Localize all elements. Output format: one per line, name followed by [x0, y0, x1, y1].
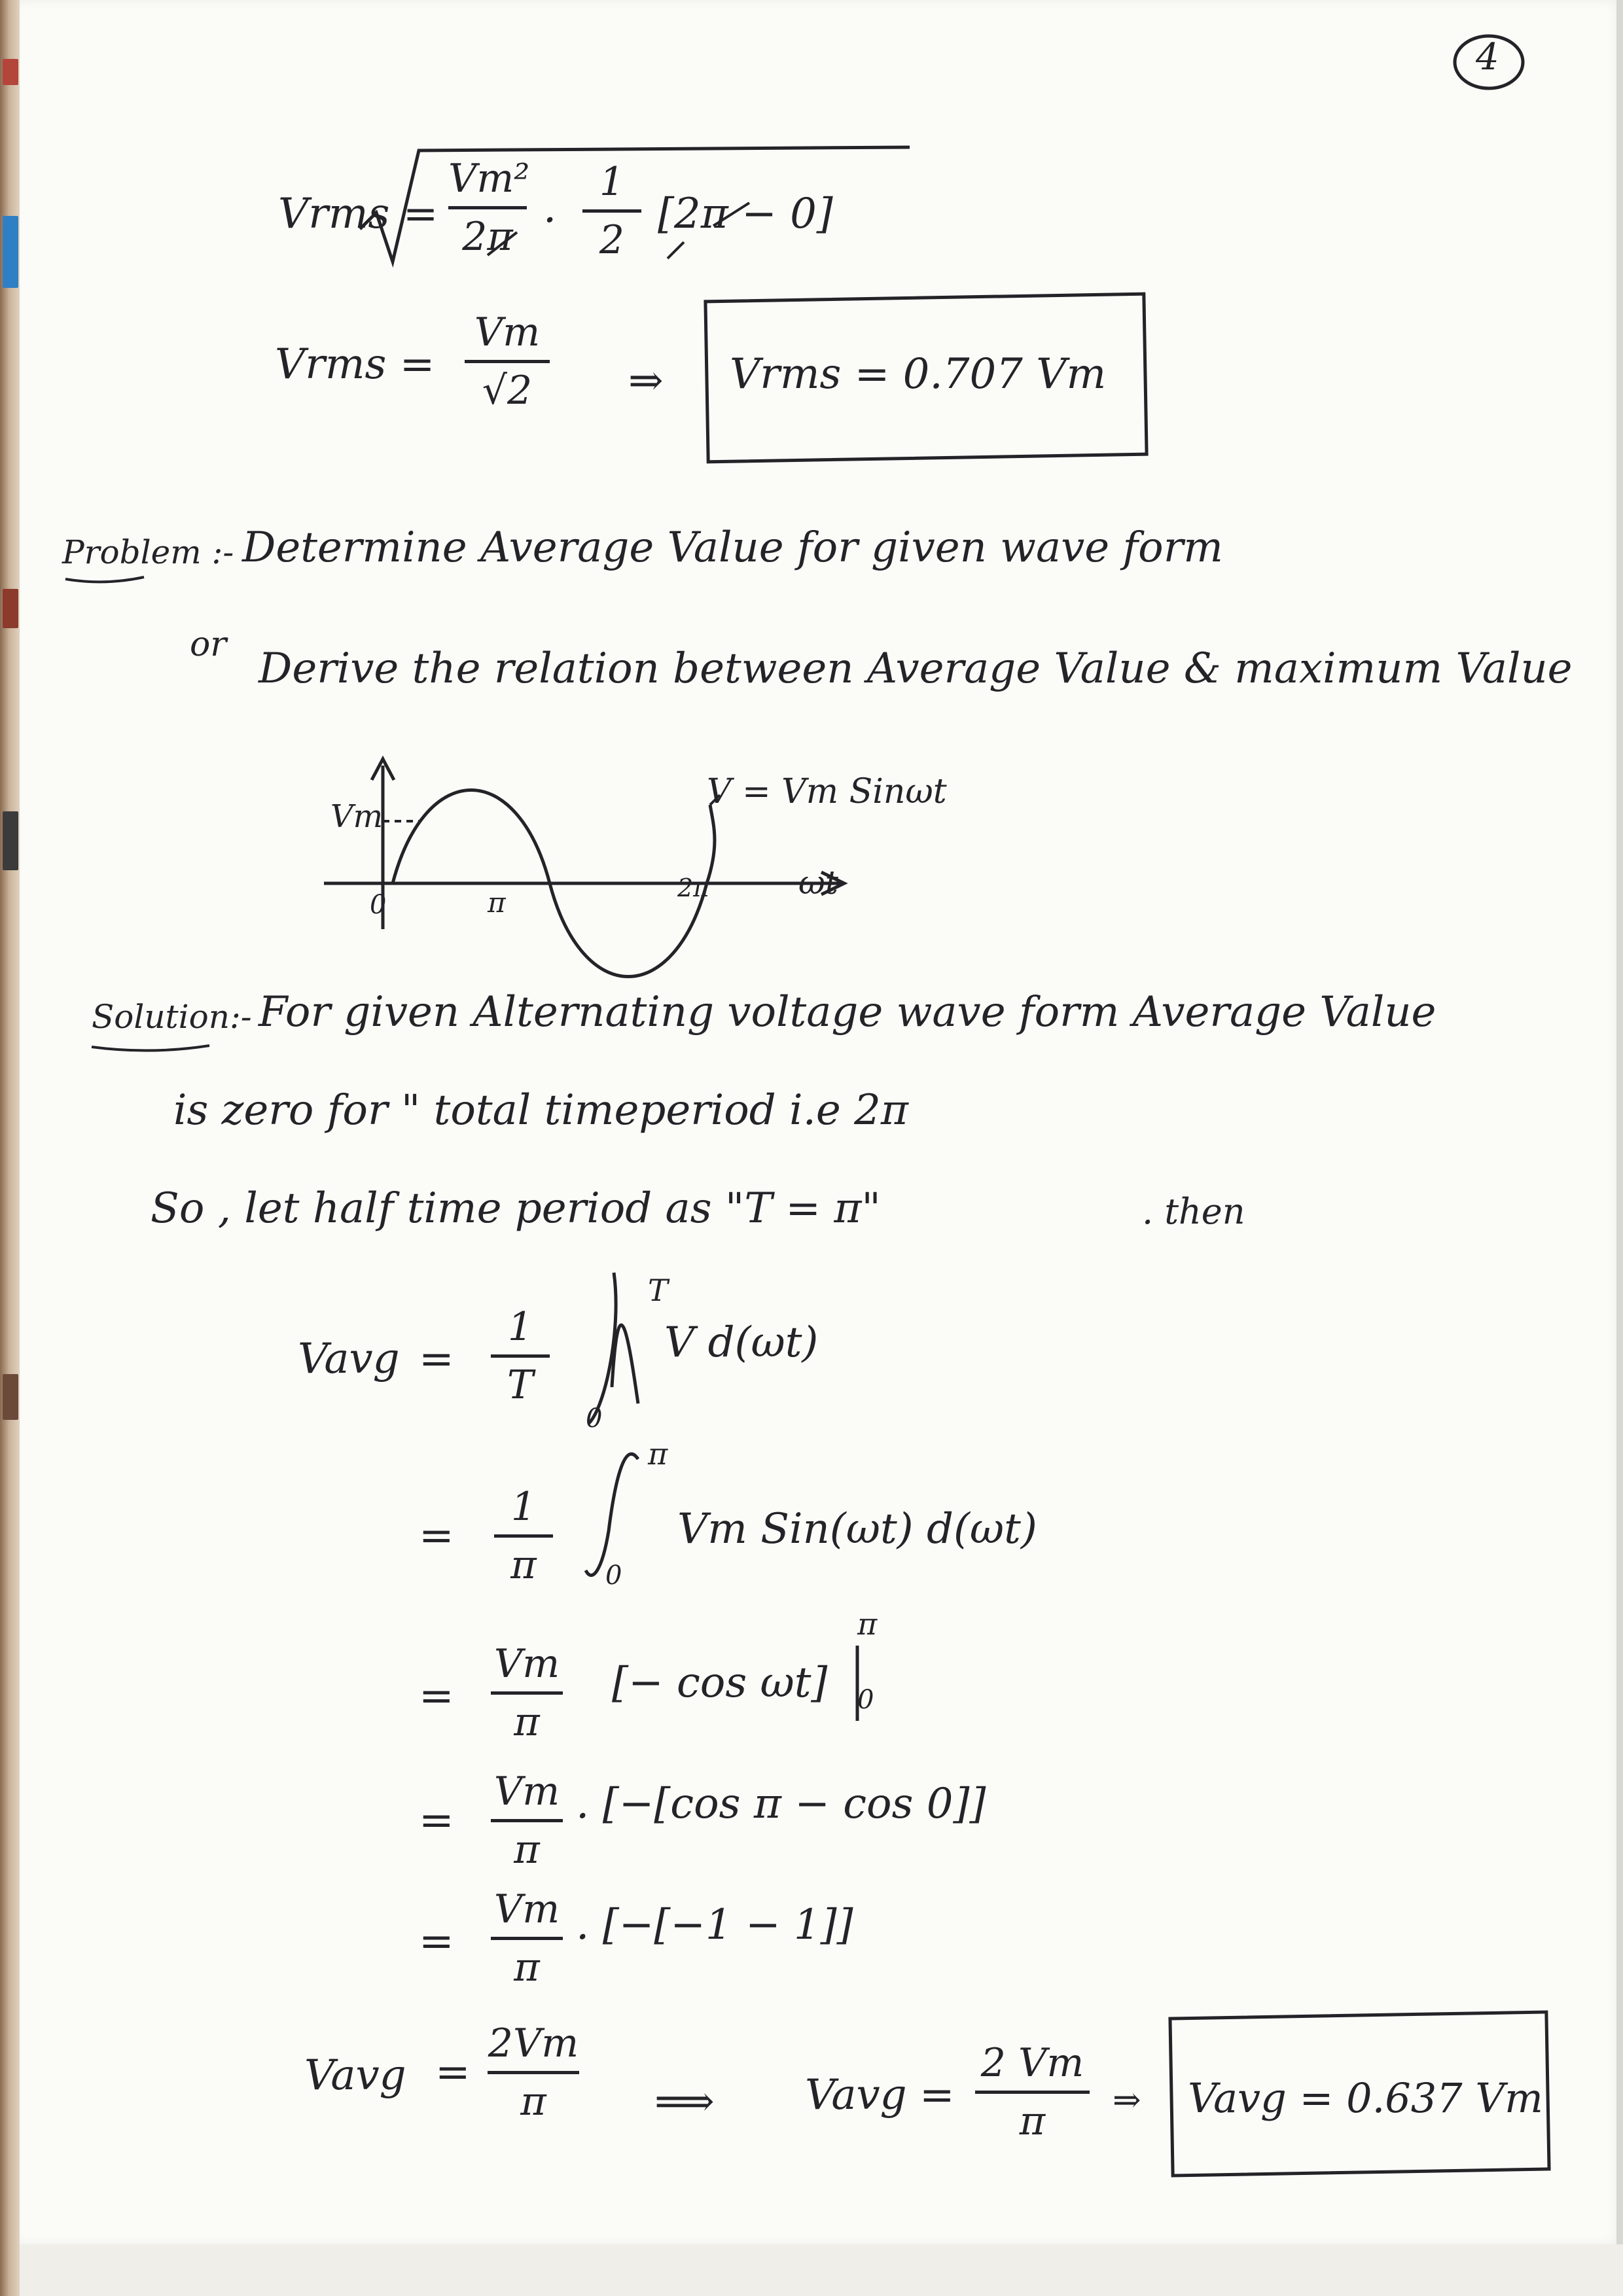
- fraction-denominator: 2: [599, 217, 625, 263]
- vavg-label-final: Vavg: [805, 2071, 907, 2119]
- or-label: or: [190, 625, 227, 664]
- page-number: 4: [1476, 36, 1499, 79]
- fraction-bar: [975, 2091, 1090, 2094]
- fraction-numerator: Vm: [493, 1641, 560, 1687]
- problem-underline: [65, 577, 144, 582]
- fraction-bar: [494, 1534, 553, 1538]
- integral-sign: [589, 1273, 616, 1423]
- step1-body: V d(ωt): [664, 1318, 819, 1367]
- problem-label: Problem :-: [62, 533, 234, 571]
- fraction-bar: [488, 2071, 579, 2074]
- solution-line1: For given Alternating voltage wave form Average Value: [259, 988, 1436, 1036]
- fraction-denominator: π: [510, 1542, 537, 1588]
- step2-int-lower: 0: [605, 1561, 622, 1591]
- fraction-numerator: Vm: [493, 1769, 560, 1814]
- rms-result-boxed: Vrms = 0.707 Vm: [730, 350, 1107, 398]
- fraction-numerator: Vm²: [448, 156, 530, 202]
- equals-sign: =: [419, 1917, 454, 1966]
- fraction-bar: [582, 209, 641, 213]
- rms-line1-lhs: Vrms =: [278, 190, 438, 238]
- final-fraction: [975, 2038, 1090, 2146]
- equals-sign: =: [419, 1796, 454, 1845]
- equals-sign: =: [419, 1335, 454, 1383]
- equals-sign: =: [419, 1672, 454, 1720]
- step1-fraction: [491, 1302, 550, 1410]
- fraction-bar: [491, 1937, 563, 1940]
- step4-body: . [−[cos π − cos 0]]: [576, 1780, 986, 1828]
- rms-line2-lhs: Vrms =: [275, 340, 435, 389]
- fraction-denominator: π: [514, 1945, 540, 1990]
- step5-body: . [−[−1 − 1]]: [576, 1901, 853, 1949]
- fraction-numerator: Vm: [493, 1886, 560, 1932]
- rms-line2-fraction: [465, 308, 550, 415]
- rms-line1-fraction: [448, 154, 530, 262]
- graph-x-label: ωt: [798, 864, 838, 902]
- graph-pi-label: π: [488, 887, 506, 919]
- fraction-bar: [491, 1354, 550, 1358]
- fraction-numerator: 1: [507, 1304, 533, 1350]
- equals-sign: =: [419, 1511, 454, 1560]
- step4-fraction: [491, 1767, 563, 1875]
- problem-text: Determine Average Value for given wave form: [242, 523, 1223, 572]
- fraction-numerator: 2 Vm: [980, 2040, 1084, 2086]
- fraction-numerator: Vm: [474, 309, 541, 355]
- vavg-label: Vavg: [298, 1335, 400, 1383]
- fraction-bar: [491, 1819, 563, 1822]
- solution-label: Solution:-: [92, 998, 252, 1036]
- fraction-numerator: 1: [599, 159, 625, 205]
- fraction-denominator: π: [1019, 2098, 1046, 2144]
- graph-origin-label: 0: [370, 890, 387, 920]
- graph-vm-label: Vm: [330, 798, 383, 835]
- implies-arrow: ⇒: [628, 357, 664, 405]
- fraction-bar: [448, 206, 527, 209]
- result-fraction: [488, 2019, 579, 2127]
- problem-text2: Derive the relation between Average Value & maximum Value: [259, 645, 1573, 693]
- rms-line1-bracket: [2π − 0]: [658, 190, 833, 238]
- solution-line3: So , let half time period as "T = π": [151, 1184, 881, 1233]
- integral-sign: [586, 1454, 638, 1575]
- step2-fraction: [494, 1482, 553, 1590]
- fraction-denominator: π: [514, 1699, 540, 1745]
- implies-arrow: ⟹: [654, 2077, 715, 2126]
- equals-sign: =: [919, 2071, 955, 2119]
- fraction-denominator: √2: [482, 368, 533, 414]
- step3-lower: 0: [857, 1685, 874, 1715]
- multiply-dot: ·: [543, 196, 557, 245]
- fraction-denominator: π: [514, 1827, 540, 1873]
- solution-then: . then: [1142, 1191, 1245, 1232]
- fraction-denominator: 2π: [462, 214, 513, 260]
- step1-int-upper: T: [648, 1273, 668, 1308]
- rms-line1-fraction2: [582, 157, 641, 265]
- step2-body: Vm Sin(ωt) d(ωt): [677, 1505, 1037, 1553]
- graph-2pi-label: 2π: [677, 874, 710, 902]
- fraction-denominator: π: [520, 2079, 546, 2125]
- step5-fraction: [491, 1884, 563, 1992]
- implies-arrow-small: ⇒: [1113, 2081, 1141, 2120]
- fraction-bar: [491, 1691, 563, 1695]
- fraction-numerator: 1: [510, 1484, 537, 1530]
- step3-fraction: [491, 1639, 563, 1747]
- fraction-numerator: 2Vm: [488, 2021, 579, 2066]
- integral-sign: [612, 1325, 638, 1404]
- step3-upper: π: [857, 1606, 878, 1642]
- graph-equation: V = Vm Sinωt: [707, 772, 947, 811]
- avg-result-boxed: Vavg = 0.637 Vm: [1188, 2074, 1543, 2122]
- solution-line2: is zero for " total timeperiod i.e 2π: [173, 1086, 908, 1135]
- step1-int-lower: 0: [586, 1404, 603, 1434]
- cancel-stroke: [668, 242, 684, 258]
- equals-sign: =: [435, 2048, 471, 2096]
- step3-body: [− cos ωt]: [612, 1659, 828, 1707]
- solution-underline: [92, 1046, 209, 1051]
- fraction-bar: [465, 360, 550, 363]
- vavg-label-result: Vavg: [304, 2051, 406, 2100]
- fraction-denominator: T: [507, 1362, 534, 1408]
- step2-int-upper: π: [648, 1436, 668, 1472]
